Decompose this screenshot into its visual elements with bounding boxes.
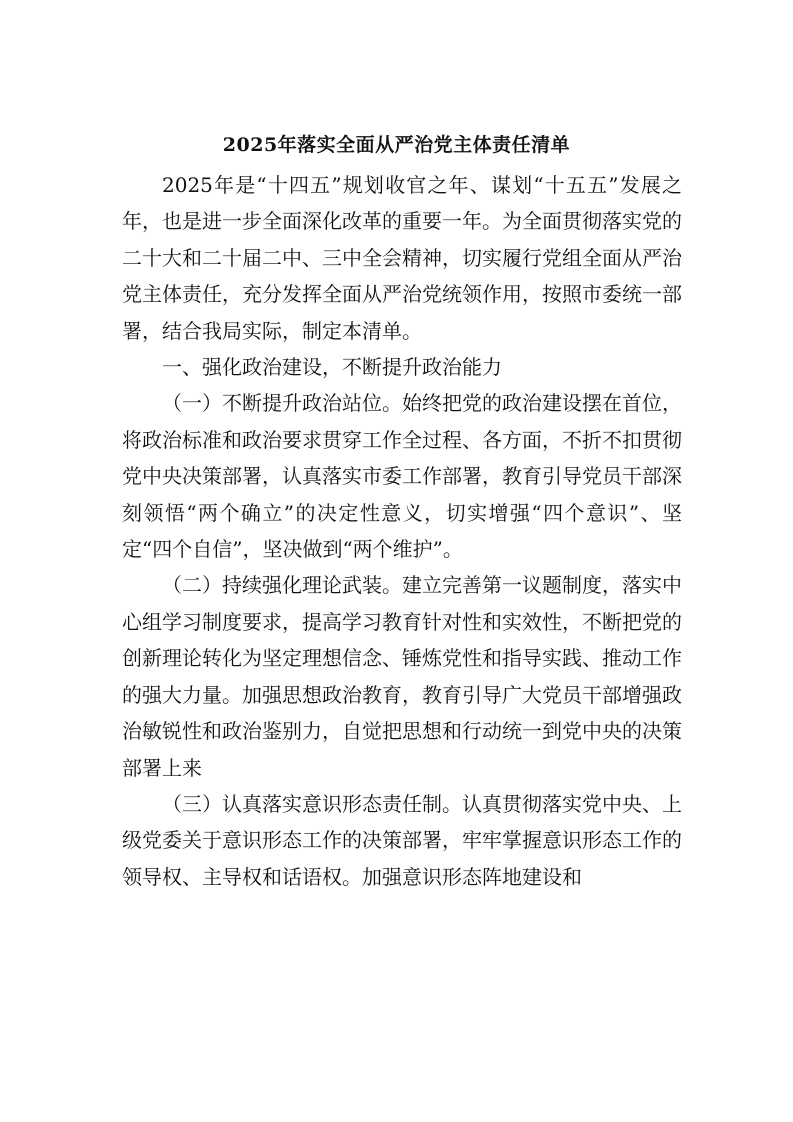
subsection-paragraph-1: （一）不断提升政治站位。始终把党的政治建设摆在首位，将政治标准和政治要求贯穿工作全过程、各方面，不折不扣贯彻党中央决策部署，认真落实市委工作部署，教育引导党员干部深刻领悟“两个确立”的决定性意义，切实增强“四个意识”、坚定“四个自信”，坚决做到“两个维护”。 <box>122 391 682 562</box>
document-title: 2025年落实全面从严治党主体责任清单 <box>222 134 571 156</box>
document-body <box>122 167 682 895</box>
subsection-paragraph-3: （三）认真落实意识形态责任制。认真贯彻落实党中央、上级党委关于意识形态工作的决策部署，牢牢掌握意识形态工作的领导权、主导权和话语权。加强意识形态阵地建设和 <box>122 791 682 889</box>
intro-paragraph: 2025年是“十四五”规划收官之年、谋划“十五五”发展之年，也是进一步全面深化改革的重要一年。为全面贯彻落实党的二十大和二十届二中、三中全会精神，切实履行党组全面从严治党主体责任，充分发挥全面从严治党统领作用，按照市委统一部署，结合我局实际，制定本清单。 <box>122 173 682 343</box>
section-heading-1: 一、强化政治建设，不断提升政治能力 <box>162 355 502 380</box>
subsection-paragraph-2: （二）持续强化理论武装。建立完善第一议题制度，落实中心组学习制度要求，提高学习教育针对性和实效性，不断把党的创新理论转化为坚定理想信念、锤炼党性和指导实践、推动工作的强大力量。加强思想政治教育，教育引导广大党员干部增强政治敏锐性和政治鉴别力，自觉把思想和行动统一到党中央的决策部署上来 <box>122 573 682 780</box>
